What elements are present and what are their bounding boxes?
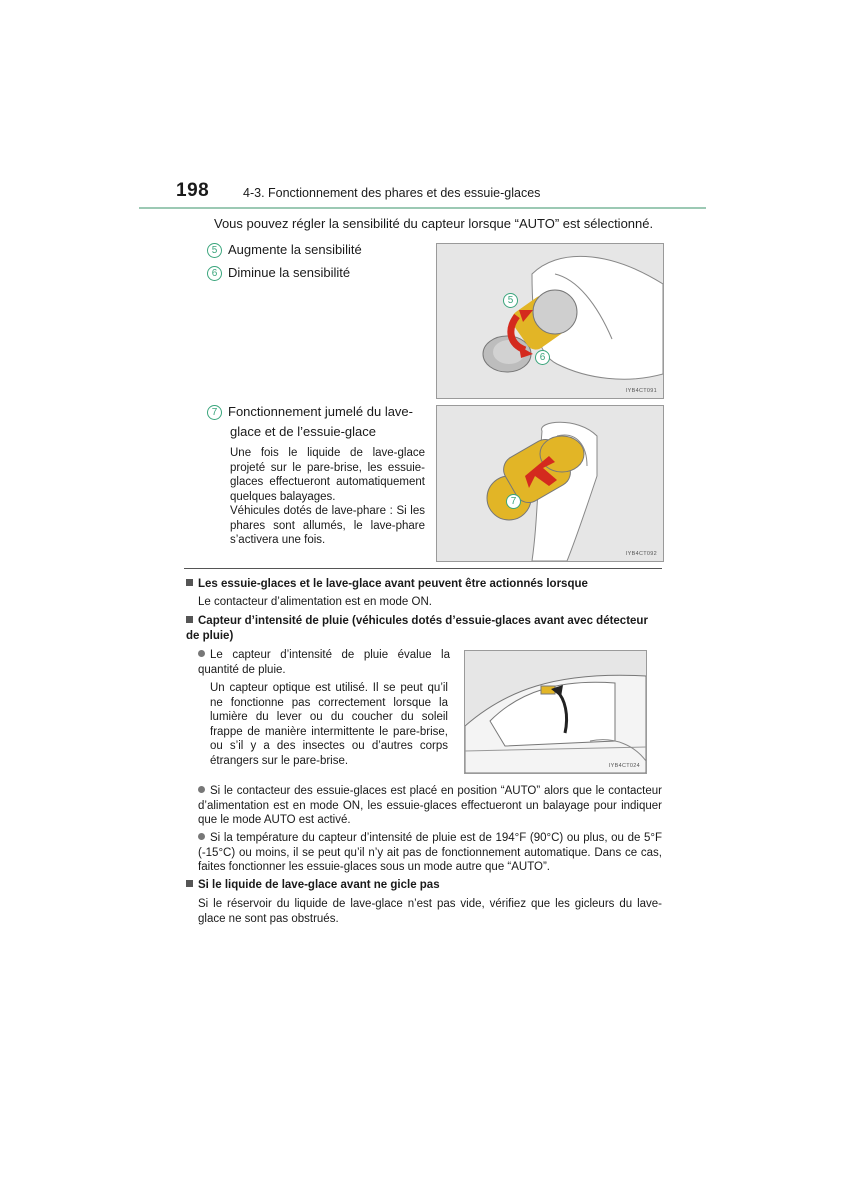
step-6-label: Diminue la sensibilité [228, 265, 351, 280]
figure-code: IYB4CT024 [608, 763, 640, 769]
note-1-heading: Les essuie-glaces et le lave-glace avant peuvent être actionnés lorsque [186, 577, 666, 592]
figure-marker-7: 7 [506, 494, 521, 509]
figure-sensitivity-knob [436, 243, 664, 399]
step-7-label-line1: Fonctionnement jumelé du lave- [228, 404, 413, 419]
square-bullet-icon [186, 579, 193, 586]
note-2-bullet-2: Si le contacteur des essuie-glaces est placé en position “AUTO” alors que le contacteur d’alimentation est en mode ON, les essuie-glaces effectueront un balayage pour indiquer que le mode AUTO est activé. [198, 785, 662, 826]
step-6 [207, 263, 350, 283]
figure-code: IYB4CT092 [625, 551, 657, 557]
step-7-detail-headlamp: Véhicules dotés de lave-phare : Si les phares sont allumés, le lave-phare s’activera une fois. [230, 505, 425, 546]
page-number: 198 [176, 180, 210, 201]
step-7-detail: Une fois le liquide de lave-glace projeté sur le pare-brise, les essuie-glaces effectueront automatiquement quelques balayages. [230, 447, 425, 503]
figure-washer-knob [436, 405, 664, 562]
step-7 [207, 402, 425, 442]
knob-hand-illustration [437, 244, 663, 398]
note-2-bullet-3: Si la température du capteur d’intensité de pluie est de 194°F (90°C) ou plus, ou de 5°F (-15°C) ou moins, il se peut qu’il n’y ait pas de fonctionnement automatique. Dans ce cas, faites fonctionner les essuie-glaces sous un mode autre que “AUTO”. [198, 832, 662, 873]
note-2-heading: Capteur d’intensité de pluie (véhicules dotés d’essuie-glaces avant avec détecteur de pluie) [186, 615, 648, 642]
step-5 [207, 240, 362, 260]
note-2-bullet-1: Le capteur d’intensité de pluie évalue la quantité de pluie. [198, 649, 450, 676]
washer-hand-illustration [437, 406, 663, 561]
figure-code: IYB4CT091 [625, 388, 657, 394]
round-bullet-icon [198, 786, 205, 793]
note-2-bullet-1-extra: Un capteur optique est utilisé. Il se peut qu’il ne fonctionne pas correctement lorsque la lumière du lever ou du coucher du soleil frappe de manière intermittente le pare-brise, ou s’il y a des insectes ou d’autres corps étrangers sur le pare-brise. [210, 682, 448, 767]
note-3-body: Si le réservoir du liquide de lave-glace n’est pas vide, vérifiez que les gicleurs du lave-glace ne sont pas obstrués. [198, 898, 662, 925]
figure-marker-6: 6 [535, 350, 550, 365]
square-bullet-icon [186, 616, 193, 623]
round-bullet-icon [198, 833, 205, 840]
square-bullet-icon [186, 880, 193, 887]
intro-text: Vous pouvez régler la sensibilité du capteur lorsque “AUTO” est sélectionné. [214, 216, 654, 231]
section-divider [184, 568, 662, 569]
step-number-6: 6 [207, 266, 222, 281]
note-1-body: Le contacteur d’alimentation est en mode ON. [198, 596, 432, 608]
figure-rain-sensor [464, 650, 647, 774]
windshield-illustration [465, 651, 646, 773]
note-3-heading: Si le liquide de lave-glace avant ne gicle pas [186, 878, 666, 893]
section-title: 4-3. Fonctionnement des phares et des essuie-glaces [243, 186, 541, 200]
round-bullet-icon [198, 650, 205, 657]
step-7-label-line2: glace et de l’essuie-glace [230, 424, 376, 439]
step-5-label: Augmente la sensibilité [228, 242, 362, 257]
step-number-5: 5 [207, 243, 222, 258]
header-divider [139, 207, 706, 209]
figure-marker-5: 5 [503, 293, 518, 308]
step-number-7: 7 [207, 405, 222, 420]
